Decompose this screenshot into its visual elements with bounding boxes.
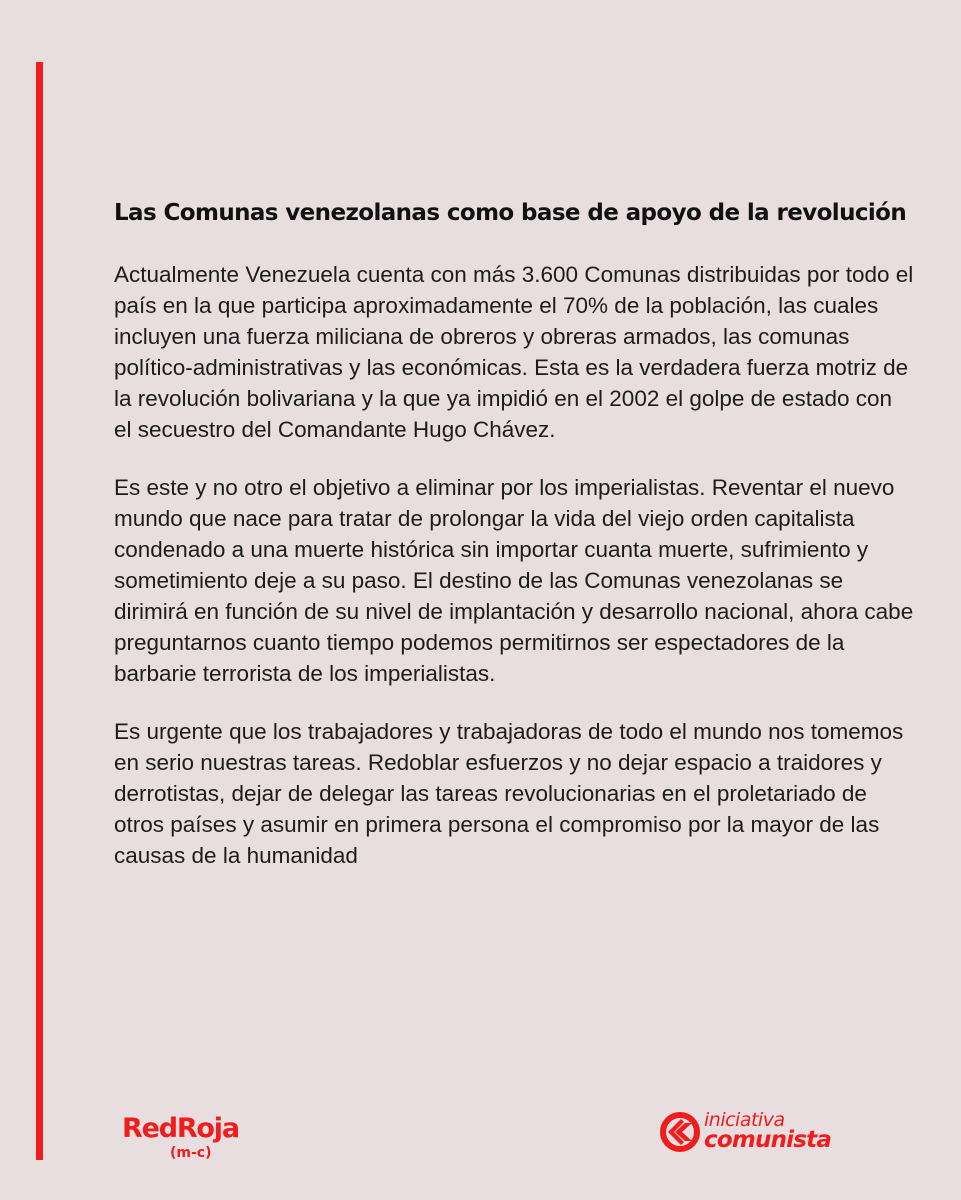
paragraph-1: Actualmente Venezuela cuenta con más 3.600 Comunas distribuidas por todo el país en la que participa aproximadamente el 70% de la población, las cuales incluyen una fuerza miliciana de obreros y obreras armados, las comunas político-administrativas y las económicas. Esta es la verdadera fuerza motriz de la revolución bolivariana y la que ya impidió en el 2002 el golpe de estado con el secuestro del Comandante Hugo Chávez. xyxy=(114,262,914,442)
paragraph-2: Es este y no otro el objetivo a eliminar por los imperialistas. Reventar el nuevo mundo que nace para tratar de prolongar la vida del viejo orden capitalista condenado a una muerte histórica sin importar cuanta muerte, sufrimiento y sometimiento deje a su paso. El destino de las Comunas venezolanas se dirimirá en función de su nivel de implantación y desarrollo nacional, ahora cabe preguntarnos cuanto tiempo podemos permitirnos ser espectadores de la barbarie terrorista de los imperialistas. xyxy=(114,475,914,686)
iniciativa-comunista-line1: iniciativa xyxy=(704,1109,785,1131)
iniciativa-comunista-logo xyxy=(660,1108,860,1158)
paragraph-3: Es urgente que los trabajadores y trabajadoras de todo el mundo nos tomemos en serio nuestras tareas. Redoblar esfuerzos y no dejar espacio a traidores y derrotistas, dejar de delegar las tareas revolucionarias en el proletariado de otros países y asumir en primera persona el compromiso por la mayor de las causas de la humanidad xyxy=(114,719,904,868)
article-title: Las Comunas venezolanas como base de apoyo de la revolución xyxy=(114,200,907,226)
iniciativa-comunista-emblem-icon xyxy=(660,1112,700,1152)
article xyxy=(114,197,914,898)
redroja-logo-subtitle: (m-c) xyxy=(170,1145,212,1161)
iniciativa-comunista-line2: comunista xyxy=(704,1127,832,1153)
redroja-logo-name: RedRoja xyxy=(122,1113,239,1144)
redroja-logo xyxy=(122,1112,272,1172)
accent-bar xyxy=(36,62,43,1160)
